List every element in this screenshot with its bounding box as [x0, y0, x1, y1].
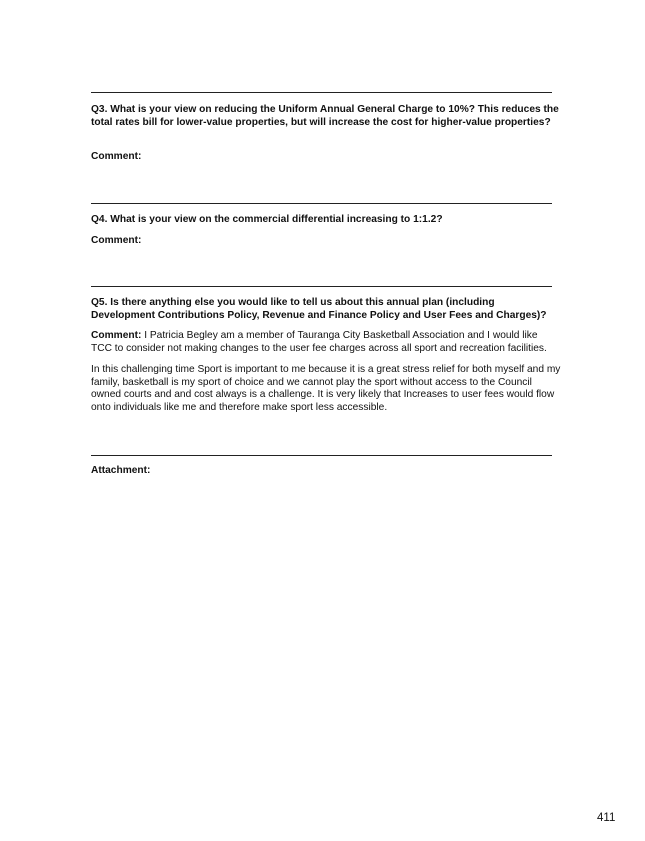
attachment-label: Attachment:: [91, 465, 151, 476]
q4-question: Q4. What is your view on the commercial differential increasing to 1:1.2?: [91, 214, 443, 225]
q4-comment-label: Comment:: [91, 235, 142, 246]
divider-q4: [91, 203, 552, 204]
divider-q5: [91, 286, 552, 287]
q5-paragraph-2: In this challenging time Sport is important to me because it is a great stress relief for both myself and my family, basketball is my sport of choice and we cannot play the sport without access to the Council owned courts and and cost always is a challenge. It is very likely that Increases to user fees would flow onto individuals like me and therefore make sport less accessible.: [91, 364, 561, 413]
q3-question: Q3. What is your view on reducing the Uniform Annual General Charge to 10%? This reduces the total rates bill for lower-value properties, but will increase the cost for higher-value properties?: [91, 104, 559, 128]
q5-comment: [91, 330, 561, 355]
q5-comment-text: I Patricia Begley am a member of Tauranga City Basketball Association and I would like TCC to consider not making changes to the user fee charges across all sport and recreation facilities.: [91, 330, 547, 354]
q5-comment-label: Comment:: [91, 330, 142, 341]
divider-attachment: [91, 455, 552, 456]
page-number: 411: [597, 812, 616, 824]
q3-comment-label: Comment:: [91, 151, 142, 162]
divider-top: [91, 92, 552, 93]
q5-question: Q5. Is there anything else you would like to tell us about this annual plan (including Development Contributions Policy, Revenue and Finance Policy and User Fees and Charges)?: [91, 297, 547, 321]
